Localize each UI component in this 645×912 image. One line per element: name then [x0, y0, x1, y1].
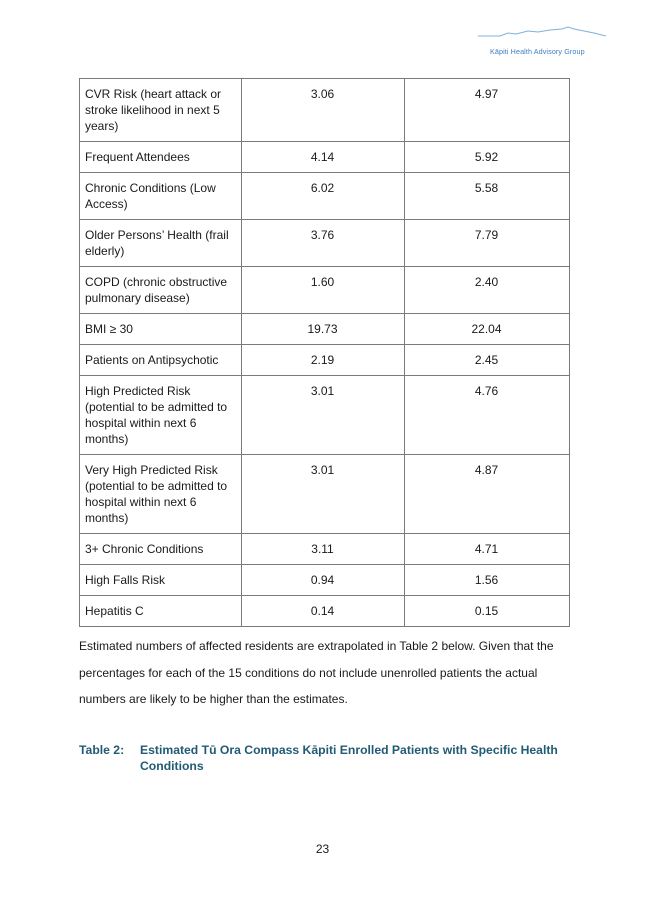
table-row — [80, 534, 570, 565]
value-cell: 4.71 — [405, 534, 570, 565]
value-cell: 4.97 — [405, 79, 570, 142]
value-cell: 2.40 — [405, 267, 570, 314]
condition-cell: Very High Predicted Risk (potential to be admitted to hospital within next 6 months) — [80, 455, 242, 534]
condition-cell: High Predicted Risk (potential to be admitted to hospital within next 6 months) — [80, 376, 242, 455]
value-cell: 5.92 — [405, 142, 570, 173]
table-row — [80, 565, 570, 596]
condition-cell: CVR Risk (heart attack or stroke likelihood in next 5 years) — [80, 79, 242, 142]
mountain-line-icon — [478, 24, 606, 44]
condition-cell: COPD (chronic obstructive pulmonary disease) — [80, 267, 242, 314]
value-cell: 3.01 — [242, 455, 405, 534]
value-cell: 3.11 — [242, 534, 405, 565]
condition-cell: Frequent Attendees — [80, 142, 242, 173]
table-row — [80, 142, 570, 173]
value-cell: 1.60 — [242, 267, 405, 314]
condition-cell: Hepatitis C — [80, 596, 242, 627]
table-row — [80, 596, 570, 627]
logo-text: Kāpiti Health Advisory Group — [490, 47, 585, 56]
condition-cell: BMI ≥ 30 — [80, 314, 242, 345]
value-cell: 1.56 — [405, 565, 570, 596]
header-logo — [478, 24, 606, 60]
caption-label: Table 2: — [79, 743, 125, 757]
table-row — [80, 267, 570, 314]
table-row — [80, 345, 570, 376]
value-cell: 5.58 — [405, 173, 570, 220]
caption-text: Estimated Tū Ora Compass Kāpiti Enrolled Patients with Specific Health Conditions — [140, 743, 558, 773]
condition-cell: Patients on Antipsychotic — [80, 345, 242, 376]
value-cell: 19.73 — [242, 314, 405, 345]
table-row — [80, 173, 570, 220]
table-row — [80, 79, 570, 142]
condition-cell: Chronic Conditions (Low Access) — [80, 173, 242, 220]
condition-cell: 3+ Chronic Conditions — [80, 534, 242, 565]
value-cell: 4.76 — [405, 376, 570, 455]
value-cell: 4.14 — [242, 142, 405, 173]
table-row — [80, 220, 570, 267]
table-row — [80, 314, 570, 345]
value-cell: 6.02 — [242, 173, 405, 220]
value-cell: 0.15 — [405, 596, 570, 627]
body-paragraph: Estimated numbers of affected residents are extrapolated in Table 2 below. Given that the percentages for each of the 15 conditions do not include unenrolled patients the actual numbers are likely to be higher than the estimates. — [79, 639, 554, 706]
health-conditions-table — [79, 78, 570, 627]
value-cell: 22.04 — [405, 314, 570, 345]
value-cell: 0.94 — [242, 565, 405, 596]
value-cell: 2.19 — [242, 345, 405, 376]
value-cell: 0.14 — [242, 596, 405, 627]
condition-cell: Older Persons’ Health (frail elderly) — [80, 220, 242, 267]
value-cell: 3.01 — [242, 376, 405, 455]
value-cell: 2.45 — [405, 345, 570, 376]
value-cell: 7.79 — [405, 220, 570, 267]
value-cell: 3.06 — [242, 79, 405, 142]
table-row — [80, 455, 570, 534]
table-row — [80, 376, 570, 455]
condition-cell: High Falls Risk — [80, 565, 242, 596]
value-cell: 3.76 — [242, 220, 405, 267]
page-number: 23 — [315, 842, 330, 856]
value-cell: 4.87 — [405, 455, 570, 534]
